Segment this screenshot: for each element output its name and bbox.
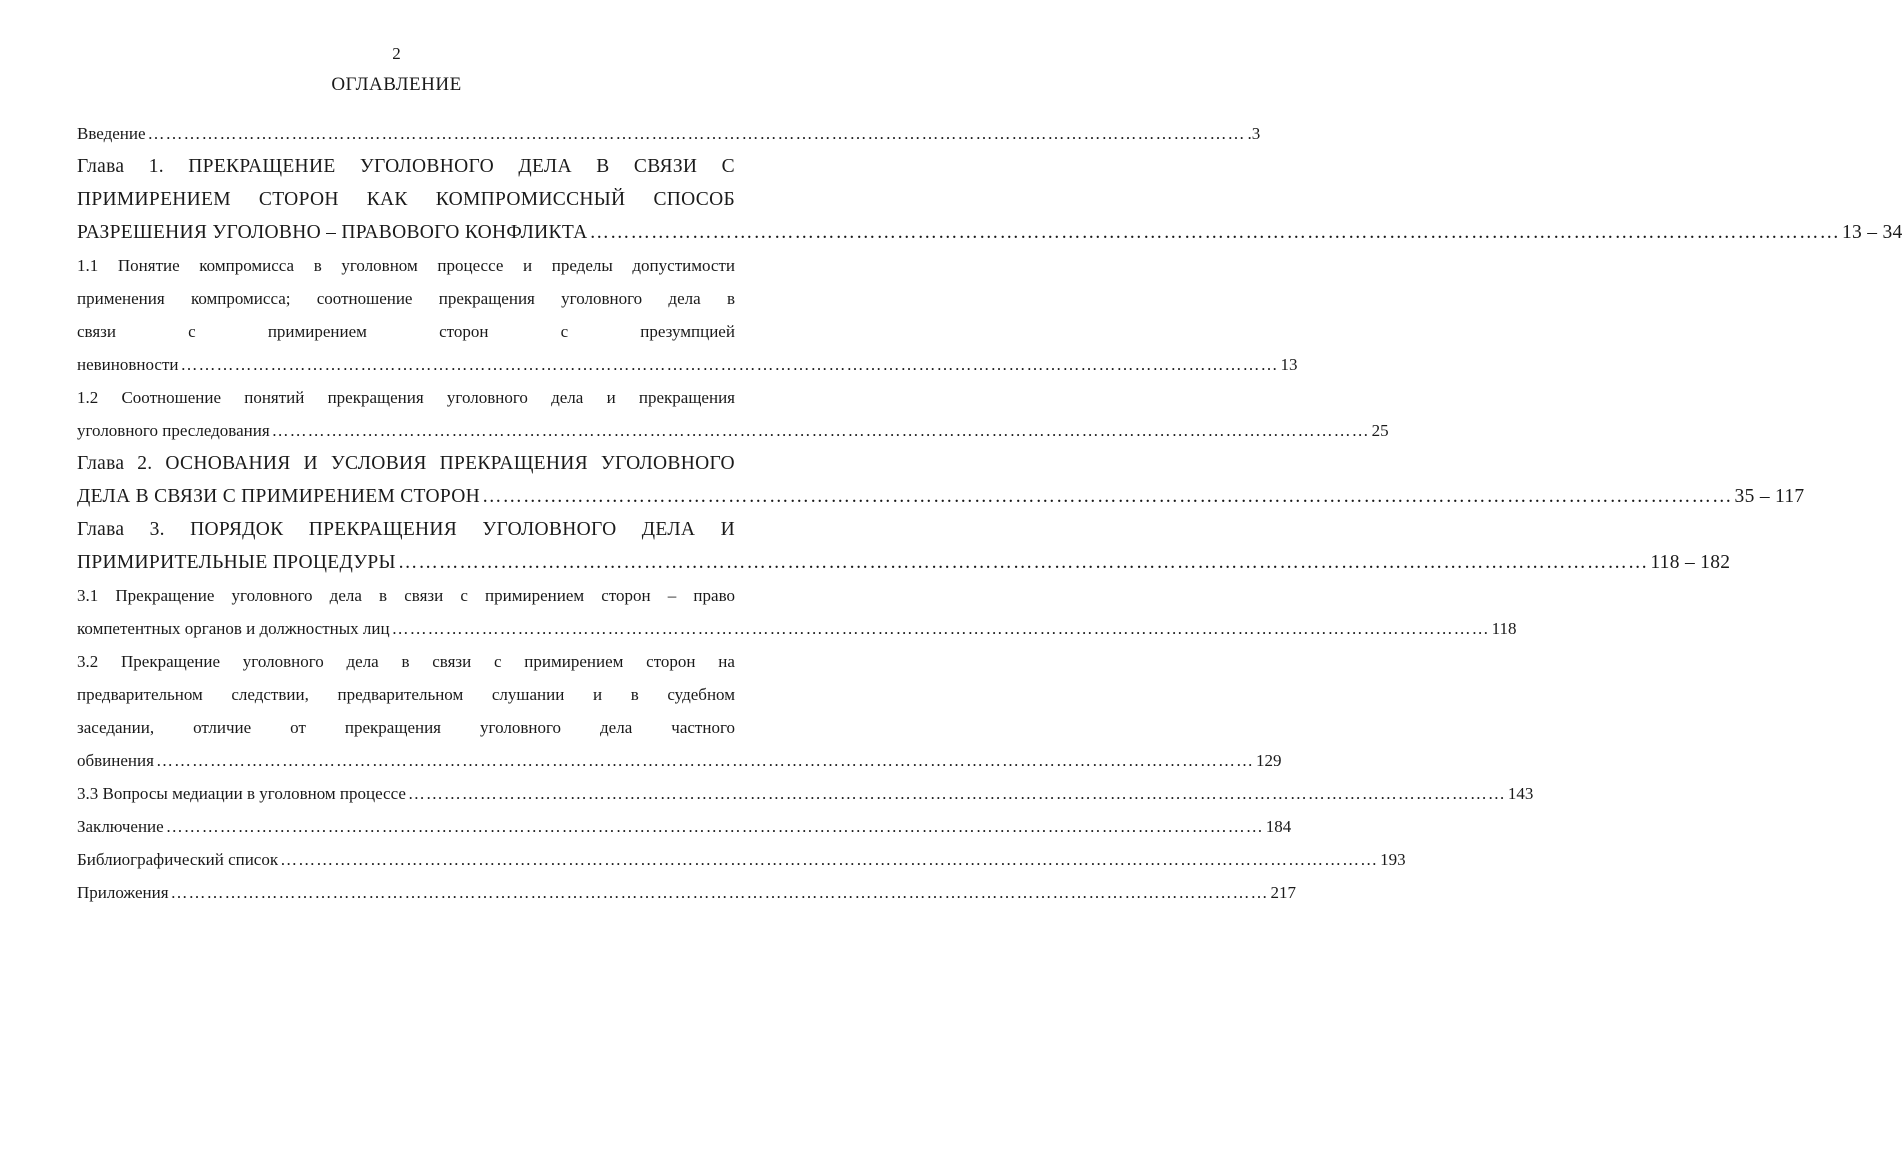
toc-word: и <box>523 255 533 275</box>
toc-word: сторон <box>646 651 696 671</box>
toc-entry-conclusion[interactable] <box>77 810 1292 843</box>
toc-word: презумпцией <box>640 321 735 341</box>
toc-entry-text: компетентных органов и должностных лиц <box>77 618 390 638</box>
toc-word: прекращения <box>344 717 442 737</box>
toc-dot-leader: ………………………………………………………………………………………………………………………………………………………………… <box>155 750 1254 770</box>
toc-word: 1. <box>148 155 164 177</box>
toc-word: процессе <box>437 255 504 275</box>
toc-page-number: 129 <box>1255 750 1282 770</box>
toc-word: с <box>460 585 468 605</box>
toc-word: ДЕЛА <box>641 518 696 540</box>
toc-word: отличие <box>193 717 252 737</box>
toc-line-with-page <box>77 843 1406 876</box>
toc-word: понятий <box>244 387 305 407</box>
toc-line <box>77 183 735 216</box>
toc-entry-section-3-1[interactable] <box>77 579 1517 645</box>
toc-line-with-page <box>77 480 1805 513</box>
toc-word: 2. <box>137 452 153 474</box>
toc-word: уголовного <box>480 717 562 737</box>
toc-page-number: 193 <box>1380 849 1406 869</box>
toc-dot-leader: ………………………………………………………………………………………………………………………………………………………………… <box>271 420 1370 440</box>
toc-line <box>77 282 735 315</box>
toc-word: Соотношение <box>121 387 221 407</box>
toc-entry-introduction[interactable] <box>77 117 1261 150</box>
toc-line-with-page <box>77 414 1389 447</box>
toc-entry-text: ДЕЛА В СВЯЗИ С ПРИМИРЕНИЕМ СТОРОН <box>77 485 481 507</box>
toc-line-with-page <box>77 777 1534 810</box>
toc-dot-leader: ………………………………………………………………………………………………………………………………………………………………… <box>147 123 1246 143</box>
toc-page-number: 118 <box>1491 618 1517 638</box>
toc-word: СТОРОН <box>258 188 339 210</box>
toc-entry-section-1-2[interactable] <box>77 381 1389 447</box>
toc-word: дела <box>329 585 362 605</box>
toc-word: в <box>379 585 388 605</box>
toc-page-number: .3 <box>1247 123 1261 143</box>
toc-page-number: 13 <box>1280 354 1298 374</box>
toc-entry-text: РАЗРЕШЕНИЯ УГОЛОВНО – ПРАВОВОГО КОНФЛИКТА <box>77 221 588 243</box>
toc-word: дела <box>346 651 379 671</box>
toc-word: ОСНОВАНИЯ <box>165 452 291 474</box>
toc-dot-leader: ………………………………………………………………………………………………………………………………………………………………… <box>589 221 1840 243</box>
toc-word: сторон <box>601 585 651 605</box>
toc-word: КОМПРОМИССНЫЙ <box>435 188 626 210</box>
toc-word: ПРЕКРАЩЕНИЯ <box>439 452 588 474</box>
toc-line-with-page <box>77 348 1298 381</box>
toc-line <box>77 711 735 744</box>
toc-word: дела <box>600 717 633 737</box>
toc-entry-text: Библиографический список <box>77 849 279 869</box>
toc-word: ДЕЛА <box>518 155 572 177</box>
toc-line-with-page <box>77 876 1297 909</box>
toc-word: и <box>592 684 603 704</box>
toc-word: предварительном <box>337 684 464 704</box>
toc-word: сторон <box>439 321 489 341</box>
page-number: 2 <box>392 44 401 63</box>
toc-word: И <box>303 452 318 474</box>
toc-word: УГОЛОВНОГО <box>359 155 494 177</box>
toc-word: СВЯЗИ <box>633 155 698 177</box>
toc-word: прекращения <box>638 387 735 407</box>
toc-entry-chapter-2[interactable] <box>77 447 1805 513</box>
toc-word: в <box>313 255 322 275</box>
toc-word: уголовного <box>561 288 643 308</box>
toc-line-with-page <box>77 216 1903 249</box>
toc-entry-text: обвинения <box>77 750 154 770</box>
toc-word: 3.1 <box>77 585 99 605</box>
table-of-contents <box>77 117 1903 909</box>
toc-word: на <box>718 651 735 671</box>
toc-word: 3. <box>149 518 165 540</box>
toc-entry-chapter-3[interactable] <box>77 513 1731 579</box>
toc-word: право <box>693 585 735 605</box>
toc-word: уголовного <box>446 387 528 407</box>
toc-word: С <box>721 155 735 177</box>
toc-word: В <box>596 155 610 177</box>
toc-dot-leader: ………………………………………………………………………………………………………………………………………………………………… <box>391 618 1490 638</box>
toc-line-with-page <box>77 546 1731 579</box>
toc-entry-text: Заключение <box>77 816 164 836</box>
toc-word: Глава <box>77 518 125 540</box>
toc-line <box>77 381 735 414</box>
toc-word: допустимости <box>632 255 735 275</box>
toc-entry-text: ПРИМИРИТЕЛЬНЫЕ ПРОЦЕДУРЫ <box>77 551 396 573</box>
toc-word: частного <box>671 717 735 737</box>
toc-word: от <box>290 717 306 737</box>
toc-page-number: 118 – 182 <box>1650 551 1731 573</box>
toc-word: уголовного <box>231 585 313 605</box>
toc-word: ПРИМИРЕНИЕМ <box>77 188 231 210</box>
toc-line <box>77 645 735 678</box>
toc-entry-text: Приложения <box>77 882 169 902</box>
toc-word: заседании, <box>77 717 155 737</box>
toc-word: с <box>494 651 502 671</box>
toc-line-with-page <box>77 744 1282 777</box>
toc-word: судебном <box>667 684 735 704</box>
toc-word: примирением <box>524 651 624 671</box>
toc-entry-section-1-1[interactable] <box>77 249 1298 381</box>
toc-dot-leader: ………………………………………………………………………………………………………………………………………………………………… <box>407 783 1506 803</box>
toc-dot-leader: ………………………………………………………………………………………………………………………………………………………………… <box>165 816 1264 836</box>
toc-line <box>77 678 735 711</box>
toc-word: пределы <box>551 255 613 275</box>
toc-word: СПОСОБ <box>653 188 735 210</box>
toc-word: 1.2 <box>77 387 99 407</box>
toc-word: примирением <box>267 321 367 341</box>
page-title: ОГЛАВЛЕНИЕ <box>331 74 462 95</box>
toc-page-number: 35 – 117 <box>1734 485 1805 507</box>
toc-word: – <box>667 585 677 605</box>
toc-word: с <box>560 321 569 341</box>
toc-word: в <box>401 651 410 671</box>
toc-entry-appendices[interactable] <box>77 876 1297 909</box>
toc-line <box>77 513 735 546</box>
toc-entry-section-3-2[interactable] <box>77 645 1282 777</box>
toc-entry-text: Введение <box>77 123 146 143</box>
toc-word: в <box>726 288 735 308</box>
toc-entry-text: уголовного преследования <box>77 420 270 440</box>
toc-word: Прекращение <box>121 651 221 671</box>
toc-word: Прекращение <box>115 585 215 605</box>
toc-line-with-page <box>77 612 1517 645</box>
toc-word: связи <box>404 585 444 605</box>
toc-word: УСЛОВИЯ <box>330 452 427 474</box>
toc-entry-chapter-1[interactable] <box>77 150 1903 249</box>
toc-word: Глава <box>77 155 125 177</box>
toc-word: компромисса <box>199 255 295 275</box>
toc-word: 1.1 <box>77 255 99 275</box>
toc-word: дела <box>668 288 701 308</box>
toc-dot-leader: ………………………………………………………………………………………………………………………………………………………………… <box>180 354 1279 374</box>
toc-word: уголовном <box>341 255 418 275</box>
toc-word: примирением <box>485 585 585 605</box>
toc-entry-text: 3.3 Вопросы медиации в уголовном процессе <box>77 783 406 803</box>
toc-dot-leader: ………………………………………………………………………………………………………………………………………………………………… <box>170 882 1269 902</box>
toc-line <box>77 579 735 612</box>
toc-word: уголовного <box>242 651 324 671</box>
toc-word: следствии, <box>231 684 309 704</box>
toc-word: слушании <box>491 684 565 704</box>
toc-page-number: 13 – 34 <box>1841 221 1903 243</box>
toc-word: УГОЛОВНОГО <box>600 452 735 474</box>
toc-line-with-page <box>77 117 1261 150</box>
toc-word: компромисса; <box>190 288 291 308</box>
toc-entry-bibliography[interactable] <box>77 843 1406 876</box>
toc-page-number: 217 <box>1270 882 1297 902</box>
toc-entry-section-3-3[interactable] <box>77 777 1534 810</box>
toc-page-number: 143 <box>1507 783 1534 803</box>
toc-word: ПРЕКРАЩЕНИЕ <box>188 155 336 177</box>
toc-word: и <box>606 387 616 407</box>
toc-dot-leader: ………………………………………………………………………………………………………………………………………………………………… <box>397 551 1649 573</box>
toc-word: прекращения <box>327 387 424 407</box>
toc-word: ПРЕКРАЩЕНИЯ <box>308 518 458 540</box>
toc-word: предварительном <box>77 684 203 704</box>
toc-entry-text: невиновности <box>77 354 179 374</box>
toc-line <box>77 447 735 480</box>
toc-line-with-page <box>77 810 1292 843</box>
toc-word: Понятие <box>117 255 180 275</box>
toc-word: соотношение <box>316 288 413 308</box>
toc-word: КАК <box>366 188 408 210</box>
toc-word: связи <box>432 651 472 671</box>
toc-word: дела <box>551 387 584 407</box>
toc-line <box>77 150 735 183</box>
toc-word: ПОРЯДОК <box>190 518 284 540</box>
toc-word: с <box>188 321 196 341</box>
toc-word: в <box>630 684 639 704</box>
toc-line <box>77 249 735 282</box>
toc-word: 3.2 <box>77 651 99 671</box>
toc-word: применения <box>77 288 165 308</box>
toc-line <box>77 315 735 348</box>
toc-word: связи <box>77 321 116 341</box>
toc-dot-leader: ………………………………………………………………………………………………………………………………………………………………… <box>280 849 1379 869</box>
toc-page-number: 184 <box>1265 816 1292 836</box>
toc-dot-leader: ………………………………………………………………………………………………………………………………………………………………… <box>482 485 1733 507</box>
toc-page-number: 25 <box>1371 420 1389 440</box>
toc-word: УГОЛОВНОГО <box>482 518 617 540</box>
toc-word: прекращения <box>438 288 535 308</box>
toc-word: И <box>720 518 735 540</box>
toc-word: Глава <box>77 452 125 474</box>
